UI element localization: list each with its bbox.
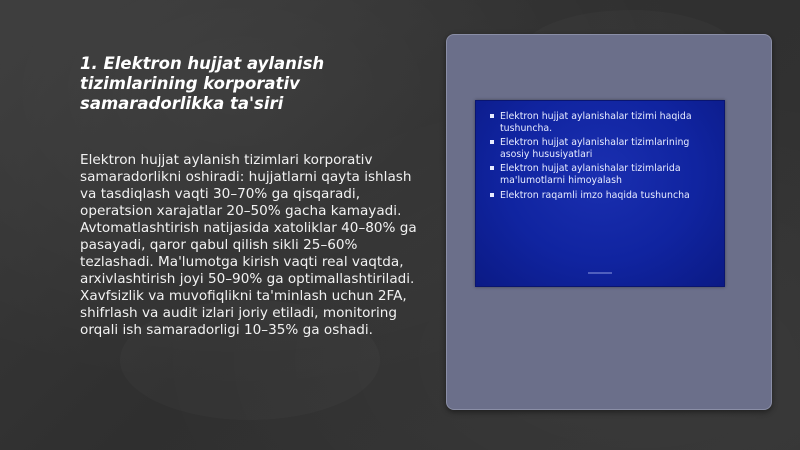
embedded-list-item-label: Elektron raqamli imzo haqida tushuncha bbox=[500, 189, 690, 201]
embedded-slide-footer bbox=[476, 272, 724, 274]
bullet-icon bbox=[490, 140, 494, 144]
embedded-list-item-label: Elektron hujjat aylanishalar tizimi haqida tushuncha. bbox=[500, 111, 692, 134]
bullet-icon bbox=[490, 166, 494, 170]
embedded-list-item bbox=[490, 190, 716, 202]
embedded-slide-image bbox=[475, 100, 725, 287]
bullet-icon bbox=[490, 114, 494, 118]
embedded-list-item-label: Elektron hujjat aylanishalar tizimlarining asosiy hususiyatlari bbox=[500, 137, 690, 160]
slide-title: 1. Elektron hujjat aylanish tizimlarining korporativ samaradorlikka ta'siri bbox=[80, 54, 325, 113]
embedded-list-item bbox=[490, 137, 716, 160]
embedded-list-item-label: Elektron hujjat aylanishalar tizimlarida ma'lumotlarni himoyalash bbox=[500, 163, 681, 186]
embedded-list-item bbox=[490, 163, 716, 186]
slide-body-text: Elektron hujjat aylanish tizimlari korporativ samaradorlikni oshiradi: hujjatlarni qayta ishlash va tasdiqlash vaqti 30–70% ga qisqaradi, operatsion xarajatlar 20–50% gacha kamayadi. Avtomatlashtirish natijasida xatoliklar 40–80% ga pasayadi, qaror qabul qilish sikli 25–60% tezlashadi. Ma'lumotga kirish vaqti real vaqtda, arxivlashtirish joyi 50–90% ga optimallashtiriladi. Xavfsizlik va muvofiqlikni ta'minlash uchun 2FA, shifrlash va audit izlari joriy etiladi, monitoring orqali ish samaradorligi 10–35% ga oshadi. bbox=[80, 152, 417, 338]
bullet-icon bbox=[490, 193, 494, 197]
embedded-slide-list bbox=[490, 111, 716, 204]
footer-mark bbox=[588, 272, 612, 274]
embedded-list-item bbox=[490, 111, 716, 134]
